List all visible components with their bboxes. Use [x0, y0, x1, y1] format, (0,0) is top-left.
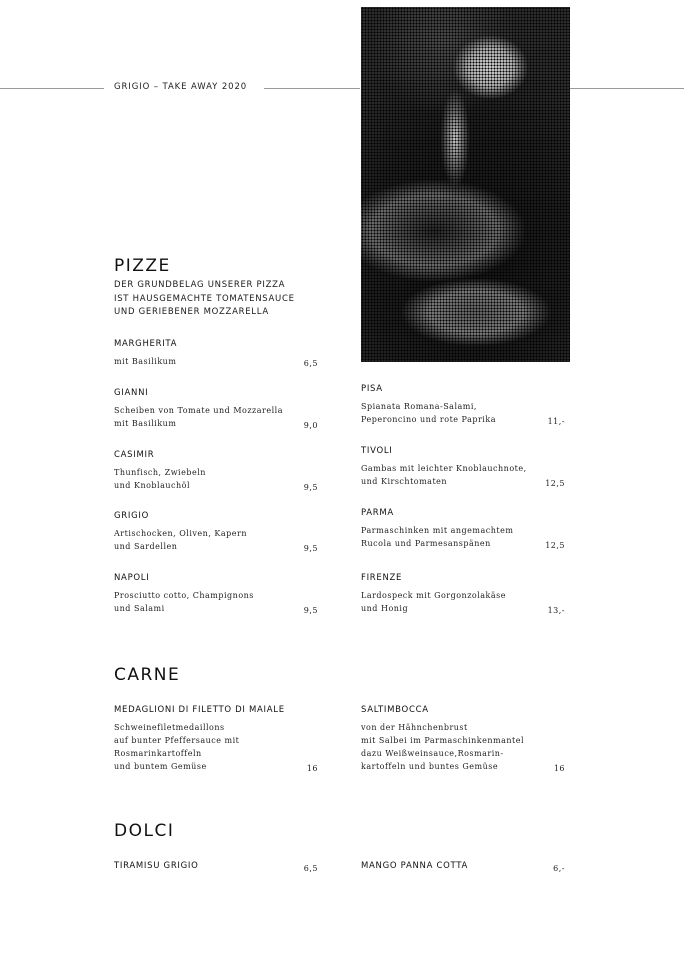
item-name: PARMA [361, 508, 394, 518]
item-price: 13,- [547, 606, 565, 615]
item-name: MANGO PANNA COTTA [361, 861, 469, 871]
waiter-photo [361, 7, 570, 362]
item-price: 6,5 [303, 359, 318, 368]
item-description: Spianata Romana-Salami, Peperoncino und rote Paprika [361, 402, 496, 424]
item-description: Gambas mit leichter Knoblauchnote, und Kirschtomaten [361, 464, 527, 486]
carne-title: CARNE [114, 665, 181, 685]
item-name: GIANNI [114, 388, 149, 398]
menu-item-mango-panna-cotta [361, 860, 565, 873]
menu-item-tivoli [361, 445, 565, 488]
running-head: GRIGIO – TAKE AWAY 2020 [114, 82, 248, 92]
item-name: PISA [361, 384, 383, 394]
item-price: 9,0 [303, 421, 318, 430]
item-name: MARGHERITA [114, 339, 178, 349]
pizze-subtitle: DER GRUNDBELAG UNSERER PIZZA IST HAUSGEMACHTE TOMATENSAUCE UND GERIEBENER MOZZARELLA [114, 280, 295, 317]
item-description: Scheiben von Tomate und Mozzarella mit Basilikum [114, 406, 283, 428]
item-price: 9,5 [303, 606, 318, 615]
item-price: 16 [553, 764, 565, 773]
item-price: 9,5 [303, 544, 318, 553]
item-price: 9,5 [303, 483, 318, 492]
item-name: GRIGIO [114, 511, 149, 521]
item-description: von der Hähnchenbrust mit Salbei im Parmaschinkenmantel dazu Weißweinsauce,Rosmarin- kartoffeln und buntes Gemüse [361, 723, 525, 771]
header-rule-left [0, 88, 104, 89]
item-name: FIRENZE [361, 573, 403, 583]
menu-item-pisa [361, 383, 565, 426]
item-name: MEDAGLIONI DI FILETTO DI MAIALE [114, 705, 285, 715]
menu-item-napoli [114, 572, 318, 615]
item-description: Thunfisch, Zwiebeln und Knoblauchöl [114, 468, 206, 490]
pizze-title: PIZZE [114, 256, 171, 276]
item-price: 6,5 [303, 864, 318, 873]
menu-item-parma [361, 507, 565, 550]
menu-item-saltimbocca [361, 704, 565, 773]
header-rule-middle [264, 88, 360, 89]
item-name: CASIMIR [114, 450, 155, 460]
item-price: 16 [306, 764, 318, 773]
item-price: 6,- [553, 864, 565, 873]
item-name: TIRAMISU GRIGIO [114, 861, 199, 871]
item-price: 12,5 [545, 541, 565, 550]
dolci-title: DOLCI [114, 821, 175, 841]
item-description: Prosciutto cotto, Champignons und Salami [114, 591, 254, 613]
item-name: NAPOLI [114, 573, 150, 583]
item-description: Lardospeck mit Gorgonzolakäse und Honig [361, 591, 507, 613]
item-description: Parmaschinken mit angemachtem Rucola und Parmesanspänen [361, 526, 514, 548]
menu-item-grigio [114, 510, 318, 553]
menu-item-casimir [114, 449, 318, 492]
menu-item-tiramisu [114, 860, 318, 873]
item-description: Schweinefiletmedaillons auf bunter Pfeffersauce mit Rosmarinkartoffeln und buntem Gemüse [114, 723, 240, 771]
item-description: Artischocken, Oliven, Kapern und Sardellen [114, 529, 247, 551]
menu-item-gianni [114, 387, 318, 430]
item-name: SALTIMBOCCA [361, 705, 429, 715]
menu-item-margherita [114, 338, 318, 368]
header-rule-right [570, 88, 684, 89]
item-name: TIVOLI [361, 446, 393, 456]
item-description: mit Basilikum [114, 357, 177, 366]
menu-item-medaglioni [114, 704, 318, 773]
menu-item-firenze [361, 572, 565, 615]
item-price: 12,5 [545, 479, 565, 488]
item-price: 11,- [547, 417, 565, 426]
